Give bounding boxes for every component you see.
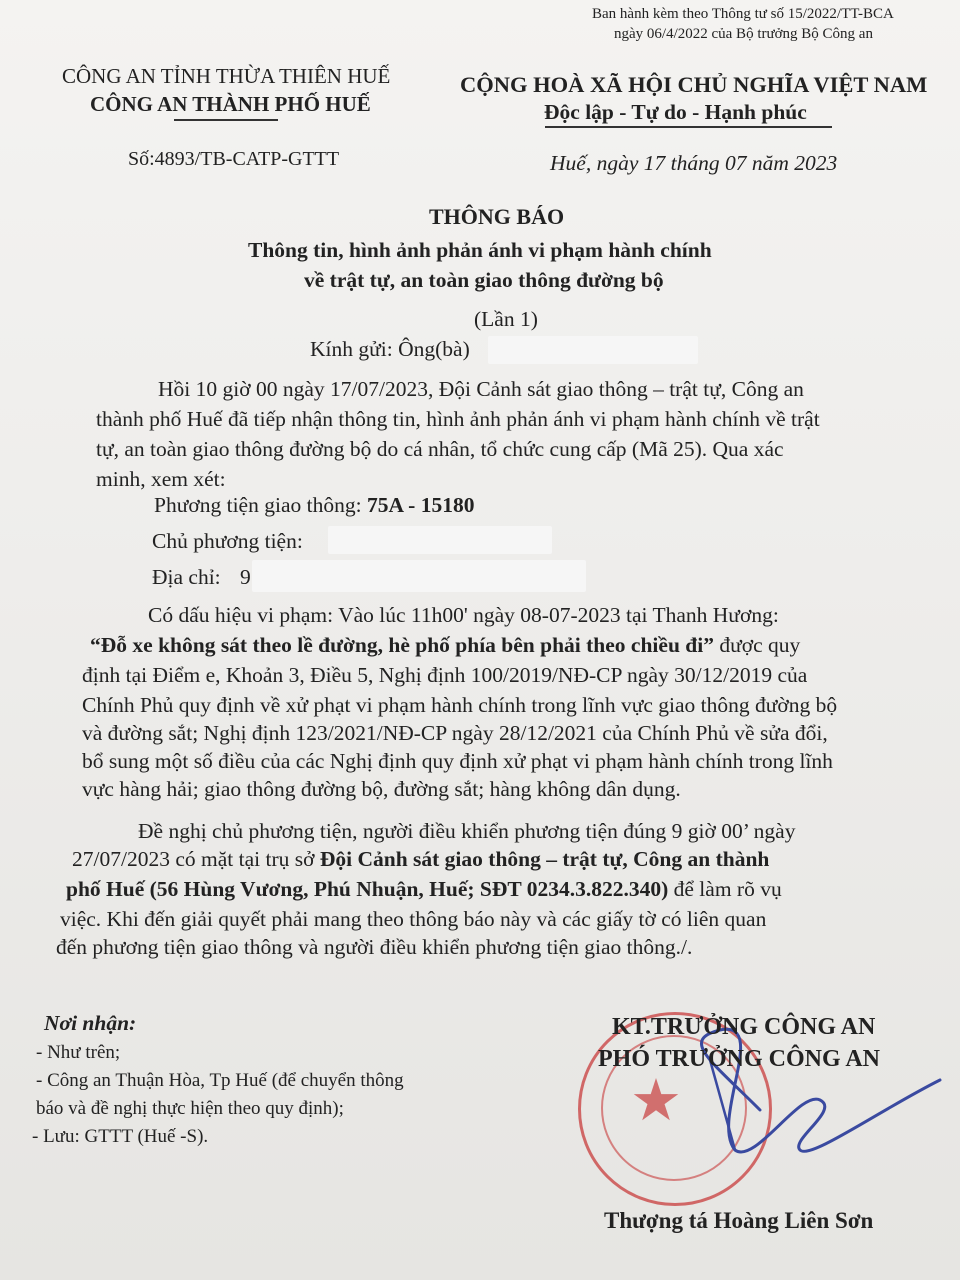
request-line-3-plain: để làm rõ vụ <box>668 877 782 901</box>
agency-name: CÔNG AN THÀNH PHỐ HUẾ <box>90 92 371 116</box>
violation-line-5: và đường sắt; Nghị định 123/2021/NĐ-CP ngày 28/12/2021 của Chính Phủ về sửa đổi, <box>82 721 828 745</box>
recipient-label: Kính gửi: Ông(bà) <box>310 337 470 361</box>
recipients-label: Nơi nhận: <box>44 1011 137 1035</box>
intro-line-2: thành phố Huế đã tiếp nhận thông tin, hình ảnh phản ánh vi phạm hành chính về trật <box>96 407 820 431</box>
request-line-5: đến phương tiện giao thông và người điều khiển phương tiện giao thông./. <box>56 935 693 959</box>
address-row <box>152 562 251 592</box>
signature-title-2: PHÓ TRƯỞNG CÔNG AN <box>598 1046 881 1072</box>
nation-title: CỘNG HOÀ XÃ HỘI CHỦ NGHĨA VIỆT NAM <box>460 72 928 97</box>
vehicle-label: Phương tiện giao thông: <box>154 493 362 517</box>
intro-line-1: Hồi 10 giờ 00 ngày 17/07/2023, Đội Cảnh sát giao thông – trật tự, Công an <box>158 377 804 401</box>
violation-line-4: Chính Phủ quy định về xử phạt vi phạm hành chính trong lĩnh vực giao thông đường bộ <box>82 693 838 717</box>
request-line-2-plain: 27/07/2023 có mặt tại trụ sở <box>72 847 320 871</box>
request-office: Đội Cảnh sát giao thông – trật tự, Công an thành <box>319 847 770 871</box>
violation-line-3: định tại Điểm e, Khoản 3, Điều 5, Nghị định 100/2019/NĐ-CP ngày 30/12/2019 của <box>82 663 808 687</box>
vehicle-row <box>154 490 474 520</box>
request-address: phố Huế (56 Hùng Vương, Phú Nhuận, Huế; SĐT 0234.3.822.340) <box>66 877 669 901</box>
address-visible-fragment: 9 <box>240 565 251 589</box>
place-date: Huế, ngày 17 tháng 07 năm 2023 <box>550 151 838 175</box>
recipients-item-2: - Công an Thuận Hòa, Tp Huế (để chuyển thông <box>36 1070 404 1091</box>
document-number: Số:4893/TB-CATP-GTTT <box>128 148 340 170</box>
seal-star-icon: ★ <box>630 1068 682 1133</box>
signer-name: Thượng tá Hoàng Liên Sơn <box>604 1208 874 1233</box>
signature-title-1: KT.TRƯỞNG CÔNG AN <box>612 1014 876 1040</box>
intro-line-4: minh, xem xét: <box>96 467 226 491</box>
address-label: Địa chỉ: <box>152 565 221 589</box>
recipients-item-4: - Lưu: GTTT (Huế -S). <box>32 1126 209 1147</box>
agency-parent: CÔNG AN TỈNH THỪA THIÊN HUẾ <box>62 64 391 88</box>
agency-underline <box>174 119 278 121</box>
request-line-1: Đề nghị chủ phương tiện, người điều khiển phương tiện đúng 9 giờ 00’ ngày <box>138 819 796 843</box>
owner-label: Chủ phương tiện: <box>152 529 303 553</box>
document-subtitle-2: về trật tự, an toàn giao thông đường bộ <box>304 268 664 292</box>
violation-line-2 <box>90 630 800 660</box>
violation-offense-tail: được quy <box>713 633 801 657</box>
document-subtitle-1: Thông tin, hình ảnh phản ánh vi phạm hành chính <box>248 238 712 262</box>
vehicle-plate: 75A - 15180 <box>366 493 475 517</box>
round-label: (Lần 1) <box>474 307 538 331</box>
request-line-4: việc. Khi đến giải quyết phải mang theo thông báo này và các giấy tờ có liên quan <box>60 907 767 931</box>
violation-line-7: vực hàng hải; giao thông đường bộ, đường sắt; hàng không dân dụng. <box>82 777 681 801</box>
circular-reference-line-1: Ban hành kèm theo Thông tư số 15/2022/TT-BCA <box>592 6 894 22</box>
violation-line-6: bổ sung một số điều của các Nghị định quy định xử phạt vi phạm hành chính trong lĩnh <box>82 749 833 773</box>
redacted-owner-name <box>328 526 552 554</box>
violation-line-1: Có dấu hiệu vi phạm: Vào lúc 11h00' ngày 08-07-2023 tại Thanh Hương: <box>148 603 779 627</box>
redacted-recipient-name <box>488 336 698 364</box>
document-title: THÔNG BÁO <box>429 204 565 229</box>
motto-underline <box>545 126 832 128</box>
request-line-3 <box>66 874 782 904</box>
nation-motto: Độc lập - Tự do - Hạnh phúc <box>544 100 807 124</box>
violation-offense: “Đỗ xe không sát theo lề đường, hè phố phía bên phải theo chiều đi” <box>90 633 714 657</box>
redacted-address <box>252 560 586 592</box>
request-line-2 <box>72 844 769 874</box>
intro-line-3: tự, an toàn giao thông đường bộ do cá nhân, tổ chức cung cấp (Mã 25). Qua xác <box>96 437 784 461</box>
recipients-item-1: - Như trên; <box>36 1042 121 1063</box>
recipients-item-3: báo và đề nghị thực hiện theo quy định); <box>36 1098 344 1119</box>
circular-reference-line-2: ngày 06/4/2022 của Bộ trưởng Bộ Công an <box>614 26 873 42</box>
